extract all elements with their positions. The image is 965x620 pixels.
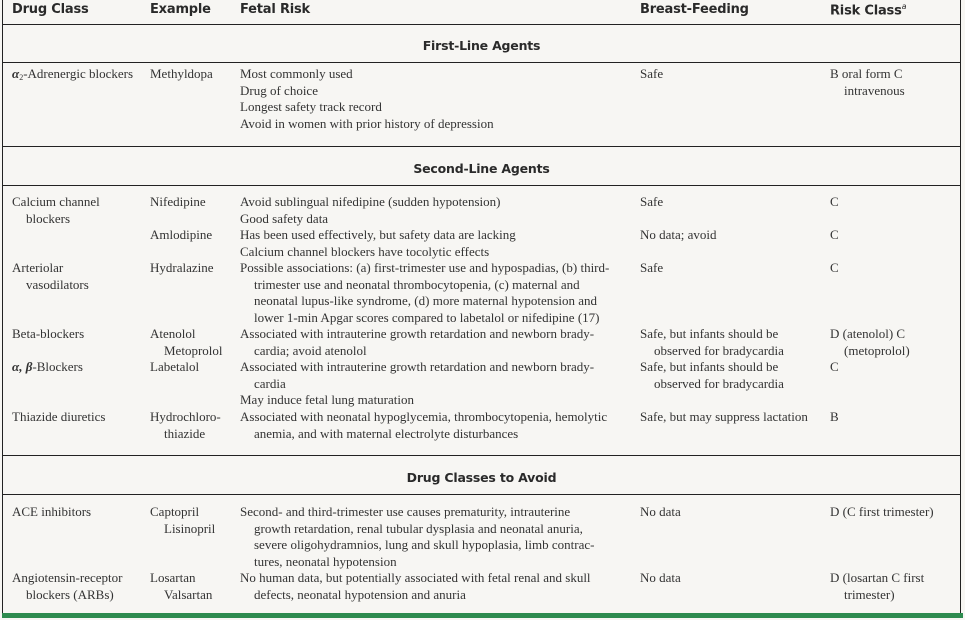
section-rule <box>2 494 961 495</box>
example-cell: Losartan Valsartan <box>150 570 213 602</box>
risk-class-cell: B <box>830 409 839 424</box>
fetal-risk-cell: Associated with intrauterine growth retardation and newborn brady- cardia May induce fetal lung maturation <box>240 359 595 407</box>
example-cell: Captopril Lisinopril <box>150 504 216 536</box>
risk-class-cell: D (losartan C first trimester) <box>830 570 925 602</box>
drug-class-cell: ACE inhibitors <box>12 504 92 519</box>
breast-feeding-cell: Safe No data; avoid <box>640 194 717 242</box>
risk-class-cell: C C <box>830 194 839 242</box>
drug-class-cell: α, β-Blockers <box>12 359 83 374</box>
example-cell: Methyldopa <box>150 66 213 81</box>
example-cell: Atenolol Metoprolol <box>150 326 223 358</box>
example-cell: Hydralazine <box>150 260 214 275</box>
risk-class-cell: C <box>830 359 839 374</box>
footnote-marker: a <box>901 2 907 11</box>
example-cell: Hydrochloro- thiazide <box>150 409 221 441</box>
risk-class-cell: C <box>830 260 839 275</box>
breast-feeding-cell: Safe <box>640 260 664 275</box>
section-rule <box>2 455 961 456</box>
example-cell: Labetalol <box>150 359 200 374</box>
section-rule <box>2 62 961 63</box>
header-rule <box>2 24 961 25</box>
drug-class-cell: $\alpha_2$-Adrenergic blockers <box>12 66 134 82</box>
column-header-breast-feeding: Breast-Feeding <box>640 2 749 17</box>
section-rule <box>2 185 961 186</box>
risk-class-cell: D (atenolol) C (metoprolol) <box>830 326 910 358</box>
fetal-risk-cell: Associated with intrauterine growth retardation and newborn brady- cardia; avoid atenolol <box>240 326 595 358</box>
example-cell: Nifedipine Amlodipine <box>150 194 213 242</box>
breast-feeding-cell: Safe, but infants should be observed for bradycardia <box>640 359 784 391</box>
column-header-risk-class: Risk Class$^a$ <box>830 2 907 19</box>
fetal-risk-cell: Most commonly used Drug of choice Longest safety track record Avoid in women with prior history of depression <box>240 66 494 131</box>
breast-feeding-cell: Safe, but infants should be observed for bradycardia <box>640 326 784 358</box>
column-header-fetal-risk: Fetal Risk <box>240 2 310 17</box>
drug-class-cell: Calcium channel blockers <box>12 194 100 226</box>
fetal-risk-cell: Avoid sublingual nifedipine (sudden hypotension) Good safety data Has been used effectively, but safety data are lacking Calcium channel blockers have tocolytic effects <box>240 194 516 259</box>
breast-feeding-cell: No data <box>640 504 681 519</box>
section-rule <box>2 146 961 147</box>
risk-class-cell: D (C first trimester) <box>830 504 934 519</box>
section-header-second-line: Second-Line Agents <box>413 161 550 176</box>
column-header-drug-class: Drug Class <box>12 2 89 17</box>
column-header-example: Example <box>150 2 211 17</box>
fetal-risk-cell: Possible associations: (a) first-trimester use and hypospadias, (b) third- trimester use and neonatal thrombocytopenia, (c) maternal and neonatal lupus-like syndrome, (d) more maternal hypotension and lower 1-min Apgar scores compared to labetalol or nifedipine (17) <box>240 260 610 325</box>
breast-feeding-cell: No data <box>640 570 681 585</box>
section-header-first-line: First-Line Agents <box>422 38 541 53</box>
drug-class-cell: Angiotensin-receptor blockers (ARBs) <box>12 570 123 602</box>
risk-class-cell: B oral form C intravenous <box>830 66 905 98</box>
breast-feeding-cell: Safe <box>640 66 664 81</box>
breast-feeding-cell: Safe, but may suppress lactation <box>640 409 808 424</box>
drug-class-cell: Beta-blockers <box>12 326 85 341</box>
fetal-risk-cell: Associated with neonatal hypoglycemia, thrombocytopenia, hemolytic anemia, and with maternal electrolyte disturbances <box>240 409 608 441</box>
footer-bar <box>2 613 963 618</box>
drug-class-cell: Arteriolar vasodilators <box>12 260 89 292</box>
drug-class-cell: Thiazide diuretics <box>12 409 106 424</box>
fetal-risk-cell: No human data, but potentially associated with fetal renal and skull defects, neonatal hypotension and anuria <box>240 570 591 602</box>
fetal-risk-cell: Second- and third-trimester use causes prematurity, intrauterine growth retardation, renal tubular dysplasia and neonatal anuria, severe oligohydramnios, lung and skull hypoplasia, limb contrac- tures, neonatal hypotension <box>240 504 595 569</box>
section-header-avoid: Drug Classes to Avoid <box>406 470 557 485</box>
